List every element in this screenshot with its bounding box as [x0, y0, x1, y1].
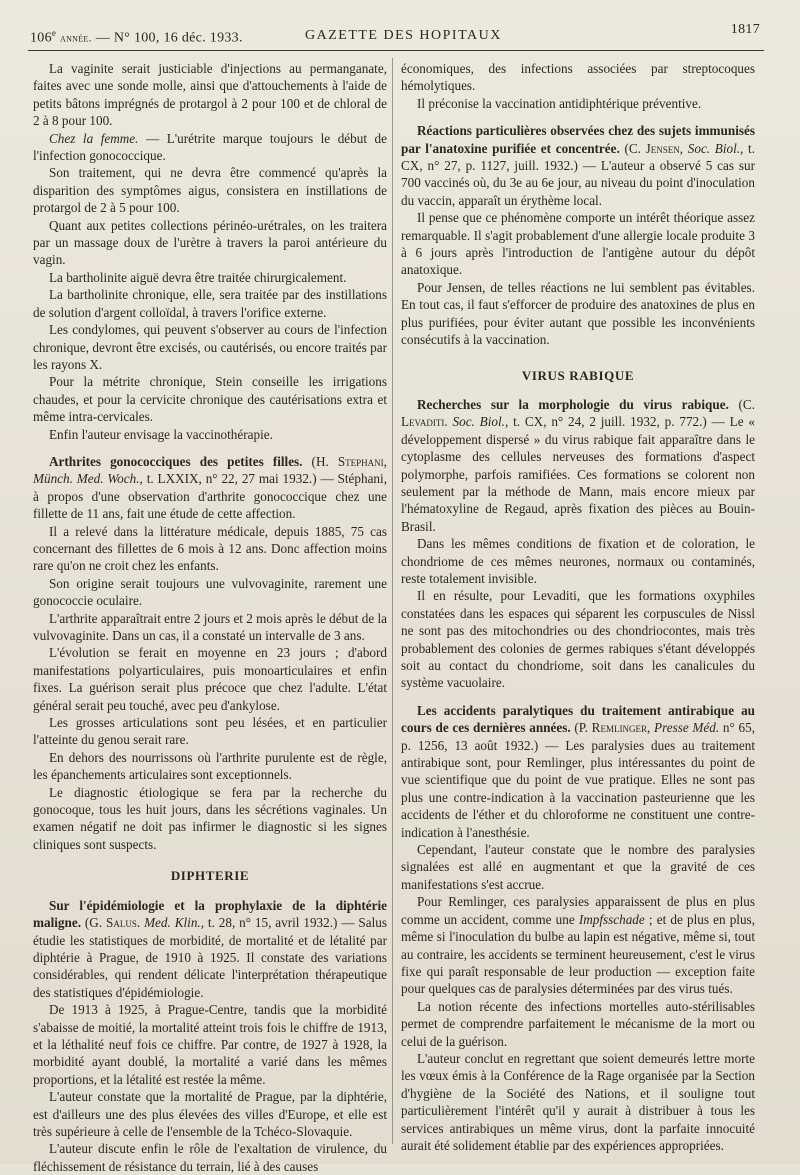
article-title: Recherches sur la morphologie du virus rabique. — [417, 396, 729, 412]
paragraph: Quant aux petites collections périnéo-urétrales, on les traitera par un massage doux de l'urètre à travers la paroi antérieure du vagin. — [33, 217, 387, 268]
paragraph: Son traitement, qui ne devra être commencé qu'après la disparition des symptômes aigus, consistera en instillations de protargol de 2 à 5 pour 100. — [33, 165, 387, 216]
paragraph: Il en résulte, pour Levaditi, que les formations oxyphiles constatées dans les espaces qui séparent les corpuscules de Nissl ne sont pas des mitochondries ou des chondriocontes, mais très probablement des colonies de germes rabiques s'étant développés soit au contact du chondriome, soit dans les canalicules du système vacuolaire. — [401, 588, 755, 691]
paragraph: Dans les mêmes conditions de fixation et de coloration, le chondriome de ces mêmes neurones, normaux ou contaminés, reste totalement invisible. — [401, 536, 755, 586]
column-divider — [392, 58, 393, 1144]
paragraph: Pour Jensen, de telles réactions ne lui semblent pas évitables. En tout cas, il faut s'efforcer de produire des anatoxines de plus en plus purifiées, pour éviter autant que possible les inconvénients consécutifs à la vaccination. — [401, 279, 755, 348]
paragraph: Il préconise la vaccination antidiphtérique préventive. — [417, 95, 702, 111]
header-rule — [28, 50, 764, 51]
paragraph: Les condylomes, qui peuvent s'observer au cours de l'infection chronique, devront être excisés, ou cautérisés, ou encore traités par les rayons X. — [33, 322, 387, 372]
section-heading-diphterie: DIPHTERIE — [170, 868, 250, 884]
paragraph: L'auteur conclut en regrettant que soient demeurés lettre morte les vœux émis à la Conférence de la Rage organisée par la Section d'hygiène de la Société des Nations, et il souligne tout particulièrement l'intérêt qu'il y aurait à distribuer à tous les services antirabiques un même virus, dont la parfaite innocuité aurait été solidement établie par des expériences appropriées. — [401, 1050, 755, 1153]
article-arthrites: Arthrites gonococciques des petites filles. (H. Stephani, Münch. Med. Woch., t. LXXIX, n° 22, 27 mai 1932.) — Stéphani, à propos d'une observation d'arthrite gonococcique chez une fillette de 11 ans, fait une étude de cette affection. — [33, 453, 387, 522]
paragraph: L'auteur discute enfin le rôle de l'exaltation de virulence, du fléchissement de résistance du terrain, lié à des causes — [33, 1141, 387, 1174]
article-title: Réactions particulières observées chez des sujets immunisés par l'anatoxine purifiée et concentrée. — [401, 123, 755, 156]
paragraph: Son origine serait toujours une vulvovaginite, rarement une gonococcie oculaire. — [33, 575, 387, 609]
paragraph: En dehors des nourrissons où l'arthrite purulente est de règle, les épanchements articulaires sont exceptionnels. — [33, 749, 387, 783]
paragraph: La vaginite serait justiciable d'injections au permanganate, faites avec une sonde molle, ainsi que d'attouchements à l'aide de petits bâtons imprégnés de protargol à 2 pour 100 et de chloral de 2 à 8 pour 100. — [33, 61, 387, 129]
section-heading-virus-rabique: VIRUS RABIQUE — [521, 367, 635, 383]
article-title: Sur l'épidémiologie et la prophylaxie de la diphtérie maligne. — [33, 897, 387, 931]
page-number: 1817 — [730, 22, 760, 37]
paragraph: Cependant, l'auteur constate que le nombre des paralysies signalées est allé en augmentant et que la gravité de ces manifestations s'est accrue. — [401, 842, 755, 892]
paragraph: L'arthrite apparaîtrait entre 2 jours et 2 mois après le début de la vulvovaginite. Dans un cas, il a constaté un intervalle de 3 ans. — [33, 610, 387, 643]
article-accidents: Les accidents paralytiques du traitement antirabique au cours de ces dernières années. (P. Remlinger, Presse Méd. n° 65, p. 1256, 13 août 1932.) — Les paralysies dues au traitement antirabique sont, pour Remlinger, plus intéressantes du point de vue scientifique que du point de vue pratique. Elles ne sont pas plus une contre-indication à la vaccination pasteurienne que les accidents de l'éther et du chloroforme ne constituent une contre-indication à l'anesthésie. — [401, 702, 755, 840]
paragraph: L'auteur constate que la mortalité de Prague, par la diphtérie, est d'ailleurs une des plus élevées des villes d'Europe, et elle est très supérieure à celle de l'ensemble de la Tchéco-Slovaquie. — [33, 1089, 387, 1139]
paragraph: Les grosses articulations sont peu lésées, et en particulier l'atteinte du genou serait rare. — [33, 715, 387, 748]
article-diphterie: Sur l'épidémiologie et la prophylaxie de la diphtérie maligne. (G. Salus. Med. Klin., t. 28, n° 15, avril 1932.) — Salus étudie les statistiques de morbidité, de mortalité et de létalité par diphtérie à Prague, de 1910 à 1925. Il constate des variations considérables, qui rendent délicate l'interprétation thérapeutique des statistiques d'épidémiologie. — [33, 897, 387, 1000]
article-reactions: Réactions particulières observées chez des sujets immunisés par l'anatoxine purifiée et concentrée. (C. Jensen, Soc. Biol., t. CX, n° 27, p. 1127, juill. 1932.) — L'auteur a observé 5 cas sur 700 vaccinés où, du 3e au 6e jour, au niveau du point d'inoculation du vaccin, apparaît un érythème local. — [401, 123, 755, 208]
article-title: Arthrites gonococciques des petites filles. — [49, 453, 303, 469]
paragraph: L'évolution se ferait en moyenne en 23 jours ; d'abord manifestations polyarticulaires, puis monoarticulaires et enfin fixes. La guérison serait plus précoce que chez l'adulte. L'état général serait peu touché, avec peu d'ankylose. — [33, 645, 387, 713]
paragraph: Il a relevé dans la littérature médicale, depuis 1885, 75 cas concernant des fillettes de 6 mois à 12 ans. Donc affection moins rare qu'on ne croit chez les enfants. — [33, 523, 387, 574]
journal-title: GAZETTE DES HOPITAUX — [305, 28, 502, 43]
paragraph: La notion récente des infections mortelles auto-stérilisables permet de comprendre parfaitement le mécanisme de la mort ou celui de la guérison. — [401, 998, 755, 1049]
paragraph: Chez la femme. — L'urétrite marque toujours le début de l'infection gonococcique. — [33, 130, 387, 164]
page-header — [30, 22, 760, 48]
article-morphologie: Recherches sur la morphologie du virus rabique. (C. Levaditi. Soc. Biol., t. CX, n° 24, 2 juill. 1932, p. 772.) — Le « développement dispersé » du virus rabique fait apparaître dans le cytoplasme des cellules nerveuses des formations d'aspect polymorphe, parfois ramifiées. Ces formations se colorent non seulement par la méthode de Mann, mais encore mieux par l'hématoxyline de Regaud, après fixation des pièces au Bouin-Brasil. — [401, 396, 755, 534]
paragraph: économiques, des infections associées par streptocoques hémolytiques. — [401, 61, 755, 94]
paragraph: Il pense que ce phénomène comporte un intérêt théorique assez remarquable. Il s'agit probablement d'une allergie locale produite 3 à 6 jours après l'introduction de l'antigène autour du dépôt anatoxique. — [401, 210, 755, 278]
article-title: Les accidents paralytiques du traitement antirabique au cours de ces dernières années. — [401, 702, 755, 736]
paragraph: Pour la métrite chronique, Stein conseille les irrigations chaudes, et pour la cervicite chronique des cautérisations extra et même intra-cervicales. — [33, 374, 387, 425]
paragraph: Le diagnostic étiologique se fera par la recherche du gonocoque, tous les huit jours, dans les sécrétions vaginales. Un examen négatif ne doit pas infirmer le diagnostic si les signes cliniques sont suspects. — [33, 784, 387, 852]
paragraph: La bartholinite chronique, elle, sera traitée par des instillations de solution d'argent colloïdal, à travers l'orifice externe. — [33, 287, 387, 320]
paragraph: La bartholinite aiguë devra être traitée chirurgicalement. — [49, 269, 347, 285]
right-column — [401, 60, 755, 1154]
left-column — [33, 60, 387, 1175]
paragraph: De 1913 à 1925, à Prague-Centre, tandis que la morbidité s'abaisse de moitié, la mortalité atteint trois fois le chiffre de 1913, et la léthalité neuf fois ce chiffre. Par contre, de 1927 à 1928, la morbidité ayant doublé, la mortalité a varié dans les mêmes proportions, et la létalité est restée la même. — [33, 1002, 387, 1087]
paragraph: Enfin l'auteur envisage la vaccinothérapie. — [49, 426, 273, 442]
paragraph: Pour Remlinger, ces paralysies apparaissent de plus en plus comme un accident, comme une Impfsschade ; et de plus en plus, même si l'inoculation du bulbe au lapin est négative, même si, tout au contraire, les accidents se terminent heureusement, c'est le virus fixe qui paraît responsable de leur production — exception faite pour quelques cas de paralysies déterminées par des virus tués. — [401, 894, 755, 997]
issue-info: 106e année. — N° 100, 16 déc. 1933. — [30, 28, 243, 46]
